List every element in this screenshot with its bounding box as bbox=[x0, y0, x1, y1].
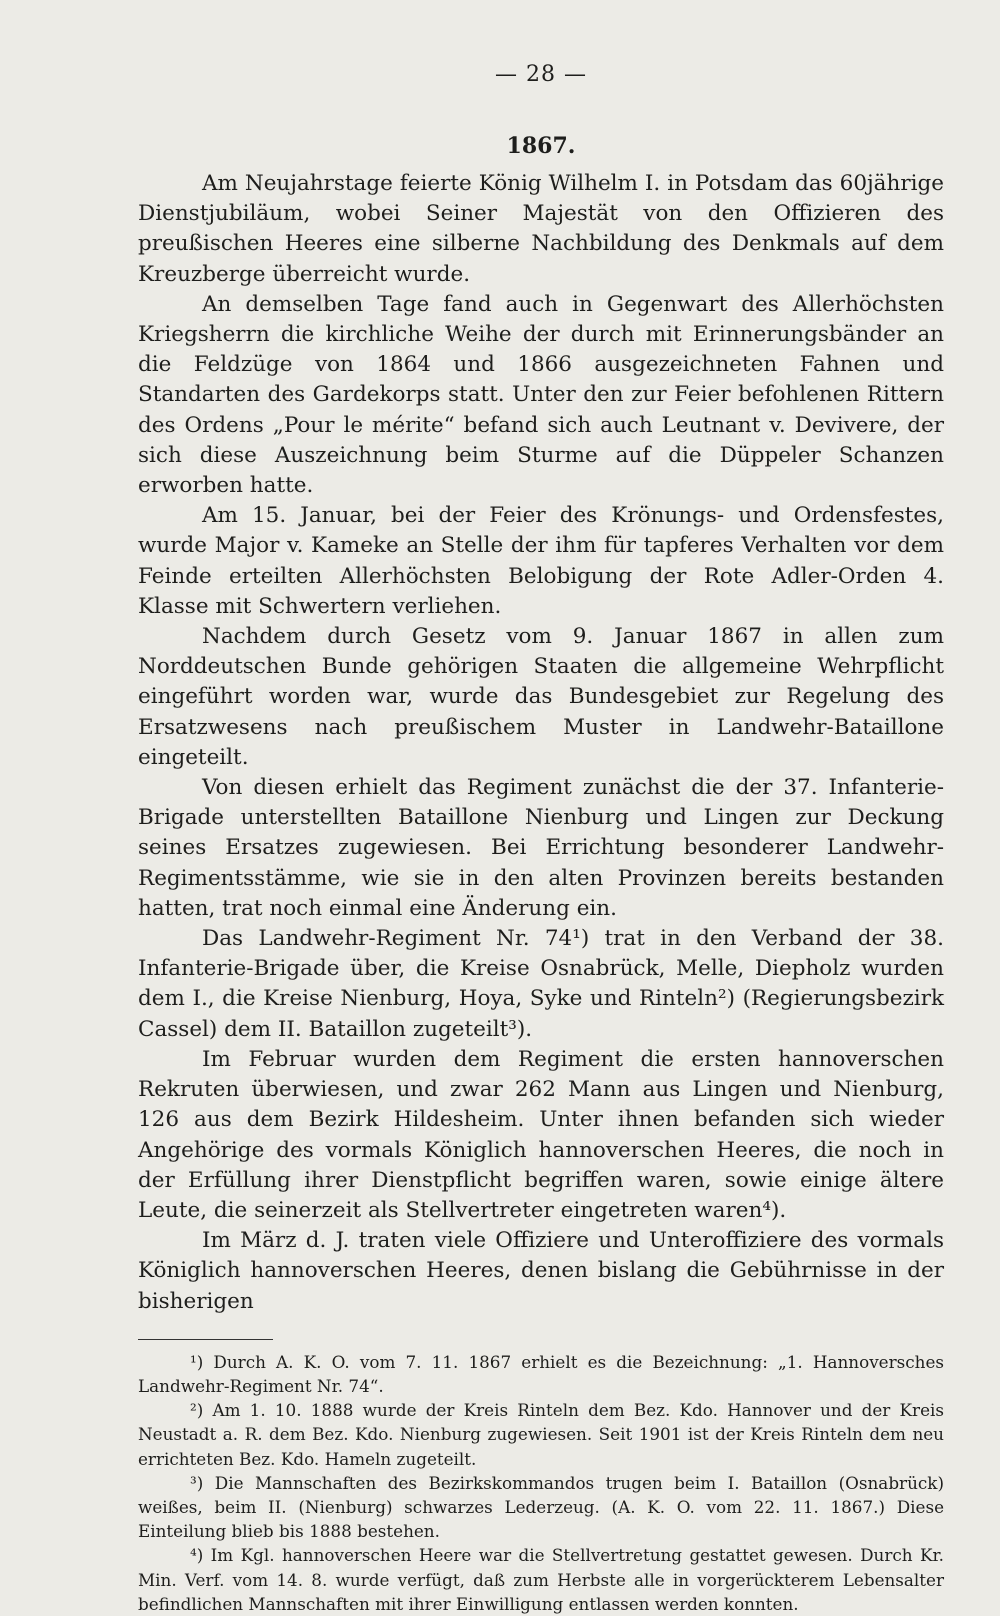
footnote-divider bbox=[138, 1339, 273, 1340]
footnote: ²) Am 1. 10. 1888 wurde der Kreis Rinteln dem Bez. Kdo. Hannover und der Kreis Neustadt a. R. dem Bez. Kdo. Nienburg zugewiesen. Seit 1901 ist der Kreis Rinteln dem neu errichteten Bez. Kdo. Hameln zugeteilt. bbox=[138, 1400, 944, 1469]
footnotes bbox=[138, 1350, 944, 1616]
paragraph: Im März d. J. traten viele Offiziere und Unteroffiziere des vormals Königlich hannoverschen Heeres, denen bislang die Gebührnisse in der bisherigen bbox=[138, 1228, 944, 1314]
footnote: ⁴) Im Kgl. hannoverschen Heere war die Stellvertretung gestattet gewesen. Durch Kr. Min. Verf. vom 14. 8. wurde verfügt, daß zum Herbste alle in vorgerückterem Lebensalter befindlichen Mannschaften mit ihrer Einwilligung entlassen werden konnten. bbox=[138, 1545, 944, 1614]
paragraph: An demselben Tage fand auch in Gegenwart des Allerhöchsten Kriegsherrn die kirchliche Weihe der durch mit Erinnerungsbänder an die Feldzüge von 1864 und 1866 ausgezeichneten Fahnen und Standarten des Gardekorps statt. Unter den zur Feier befohlenen Rittern des Ordens „Pour le mérite“ befand sich auch Leutnant v. Devivere, der sich diese Auszeichnung beim Sturme auf die Düppeler Schanzen erworben hatte. bbox=[138, 291, 944, 499]
paragraph: Nachdem durch Gesetz vom 9. Januar 1867 in allen zum Norddeutschen Bunde gehörigen Staaten die allgemeine Wehrpflicht eingeführt worden war, wurde das Bundesgebiet zur Regelung des Ersatzwesens nach preußischem Muster in Landwehr-Bataillone eingeteilt. bbox=[138, 624, 944, 770]
paragraph: Das Landwehr-Regiment Nr. 74¹) trat in den Verband der 38. Infanterie-Brigade über, die Kreise Osnabrück, Melle, Diepholz wurden dem I., die Kreise Nienburg, Hoya, Syke und Rinteln²) (Regierungsbezirk Cassel) dem II. Bataillon zugeteilt³). bbox=[138, 926, 944, 1042]
paragraph: Von diesen erhielt das Regiment zunächst die der 37. Infanterie-Brigade unterstellten Bataillone Nienburg und Lingen zur Deckung seines Ersatzes zugewiesen. Bei Errichtung besonderer Landwehr-Regimentsstämme, wie sie in den alten Provinzen bereits bestanden hatten, trat noch einmal eine Änderung ein. bbox=[138, 775, 944, 921]
paragraph: Am 15. Januar, bei der Feier des Krönungs- und Ordensfestes, wurde Major v. Kameke an Stelle der ihm für tapferes Verhalten vor dem Feinde erteilten Allerhöchsten Belobigung der Rote Adler-Orden 4. Klasse mit Schwertern verliehen. bbox=[138, 503, 944, 619]
paragraph: Am Neujahrstage feierte König Wilhelm I. in Potsdam das 60jährige Dienstjubiläum, wobei Seiner Majestät von den Offizieren des preußischen Heeres eine silberne Nachbildung des Denkmals auf dem Kreuzberge überreicht wurde. bbox=[138, 171, 944, 287]
paragraph: Im Februar wurden dem Regiment die ersten hannoverschen Rekruten überwiesen, und zwar 262 Mann aus Lingen und Nienburg, 126 aus dem Bezirk Hildesheim. Unter ihnen befanden sich wieder Angehörige des vormals Königlich hannoverschen Heeres, die noch in der Erfüllung ihrer Dienstpflicht begriffen waren, sowie einige ältere Leute, die seinerzeit als Stellvertreter eingetreten waren⁴). bbox=[138, 1046, 944, 1223]
page-number: — 28 — bbox=[495, 62, 587, 87]
footnote: ³) Die Mannschaften des Bezirkskommandos trugen beim I. Bataillon (Osnabrück) weißes, beim II. (Nienburg) schwarzes Lederzeug. (A. K. O. vom 22. 11. 1867.) Diese Einteilung blieb bis 1888 bestehen. bbox=[138, 1472, 944, 1542]
section-year-heading: 1867. bbox=[506, 133, 576, 159]
main-text bbox=[138, 169, 944, 1317]
footnote: ¹) Durch A. K. O. vom 7. 11. 1867 erhielt es die Bezeichnung: „1. Hannoversches Landwehr-Regiment Nr. 74“. bbox=[138, 1351, 944, 1396]
